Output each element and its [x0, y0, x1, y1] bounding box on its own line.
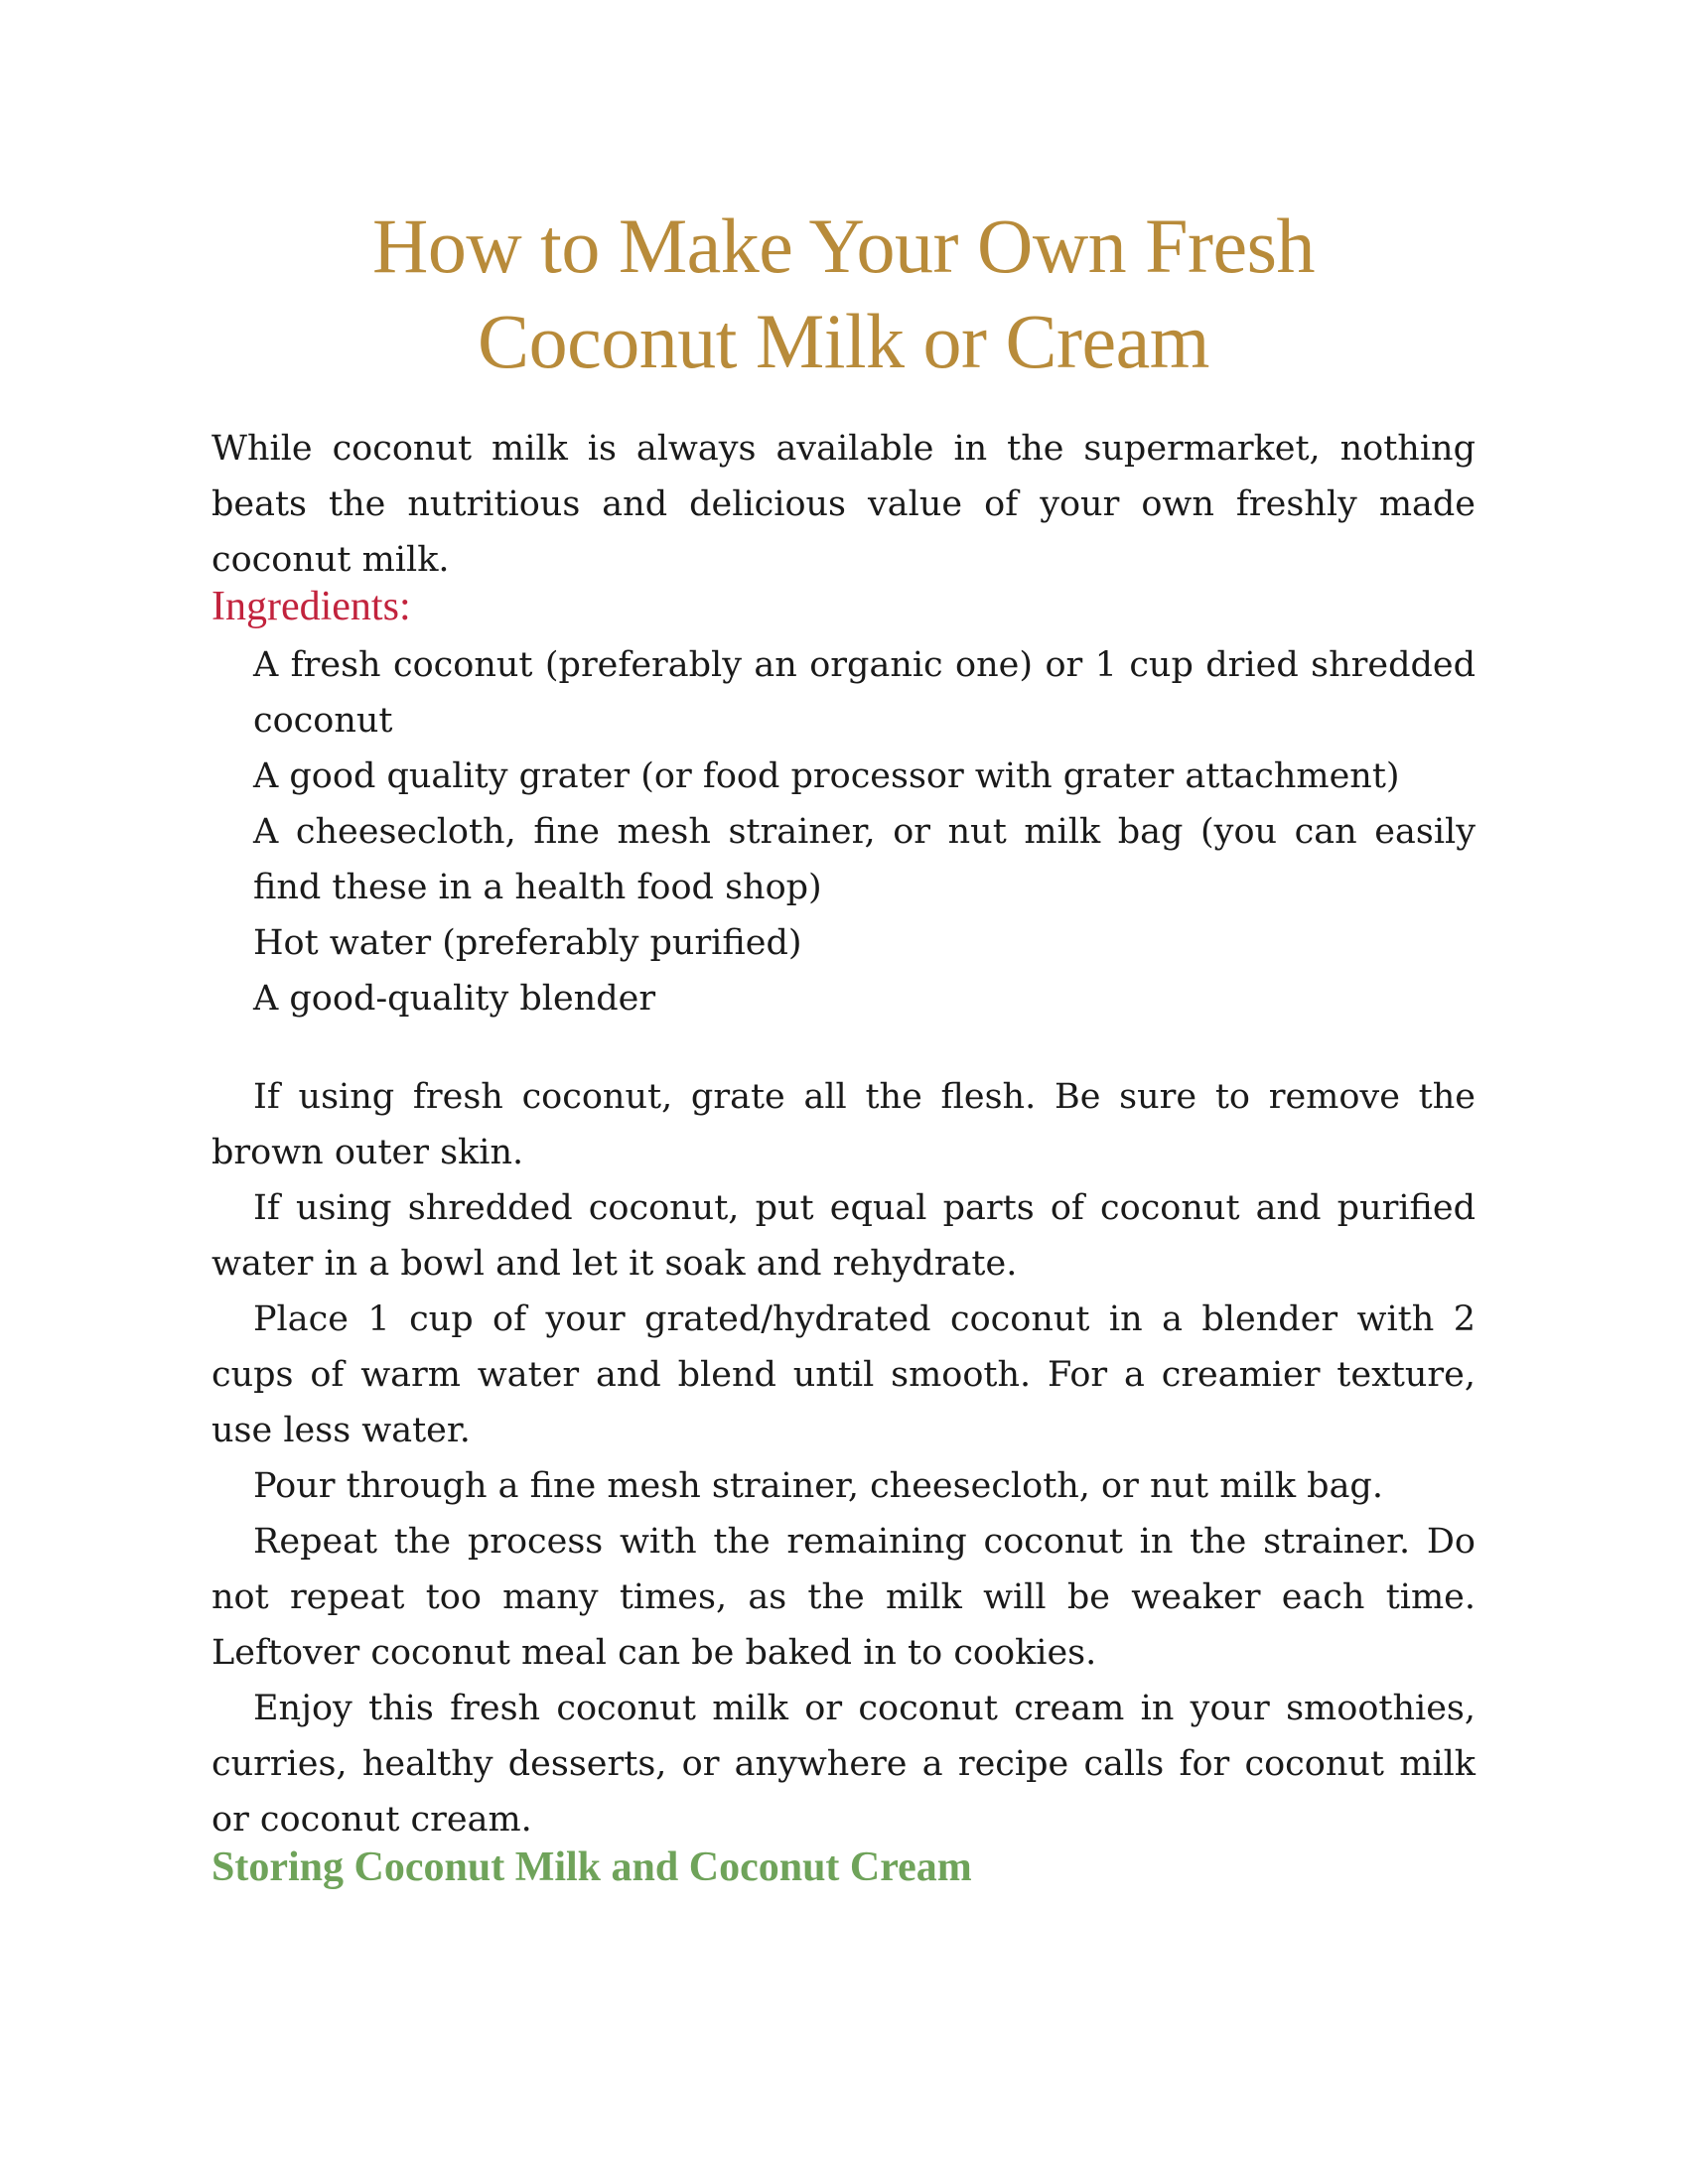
ingredients-heading: Ingredients:	[211, 584, 411, 629]
page-title-line-2: Coconut Milk or Cream	[478, 298, 1209, 384]
ingredient-item: A good quality grater (or food processor with grater attachment)	[253, 756, 1400, 796]
instruction-step: Pour through a fine mesh strainer, cheesecloth, or nut milk bag.	[253, 1466, 1383, 1506]
page-title	[211, 199, 1476, 389]
instruction-step: Place 1 cup of your grated/hydrated coconut in a blender with 2 cups of warm water and blend until smooth. For a creamier texture, use less water.	[211, 1299, 1476, 1450]
intro-paragraph: While coconut milk is always available in the supermarket, nothing beats the nutritious and delicious value of your own freshly made coconut milk.	[211, 429, 1476, 580]
instruction-step: If using fresh coconut, grate all the flesh. Be sure to remove the brown outer skin.	[211, 1077, 1476, 1172]
instruction-step: Repeat the process with the remaining coconut in the strainer. Do not repeat too many times, as the milk will be weaker each time. Leftover coconut meal can be baked in to cookies.	[211, 1522, 1476, 1673]
document-page	[211, 0, 1476, 2184]
ingredient-item: Hot water (preferably purified)	[253, 923, 802, 963]
instruction-step: Enjoy this fresh coconut milk or coconut cream in your smoothies, curries, healthy desserts, or anywhere a recipe calls for coconut milk or coconut cream.	[211, 1689, 1476, 1840]
storing-heading: Storing Coconut Milk and Coconut Cream	[211, 1844, 972, 1890]
ingredient-item: A cheesecloth, fine mesh strainer, or nut milk bag (you can easily find these in a health food shop)	[253, 812, 1476, 907]
instruction-step: If using shredded coconut, put equal parts of coconut and purified water in a bowl and let it soak and rehydrate.	[211, 1188, 1476, 1284]
ingredient-item: A fresh coconut (preferably an organic one) or 1 cup dried shredded coconut	[253, 645, 1476, 741]
ingredient-item: A good-quality blender	[253, 979, 656, 1019]
instructions	[211, 1069, 1476, 1847]
ingredients-list	[253, 637, 1476, 1026]
page-title-line-1: How to Make Your Own Fresh	[371, 203, 1315, 289]
